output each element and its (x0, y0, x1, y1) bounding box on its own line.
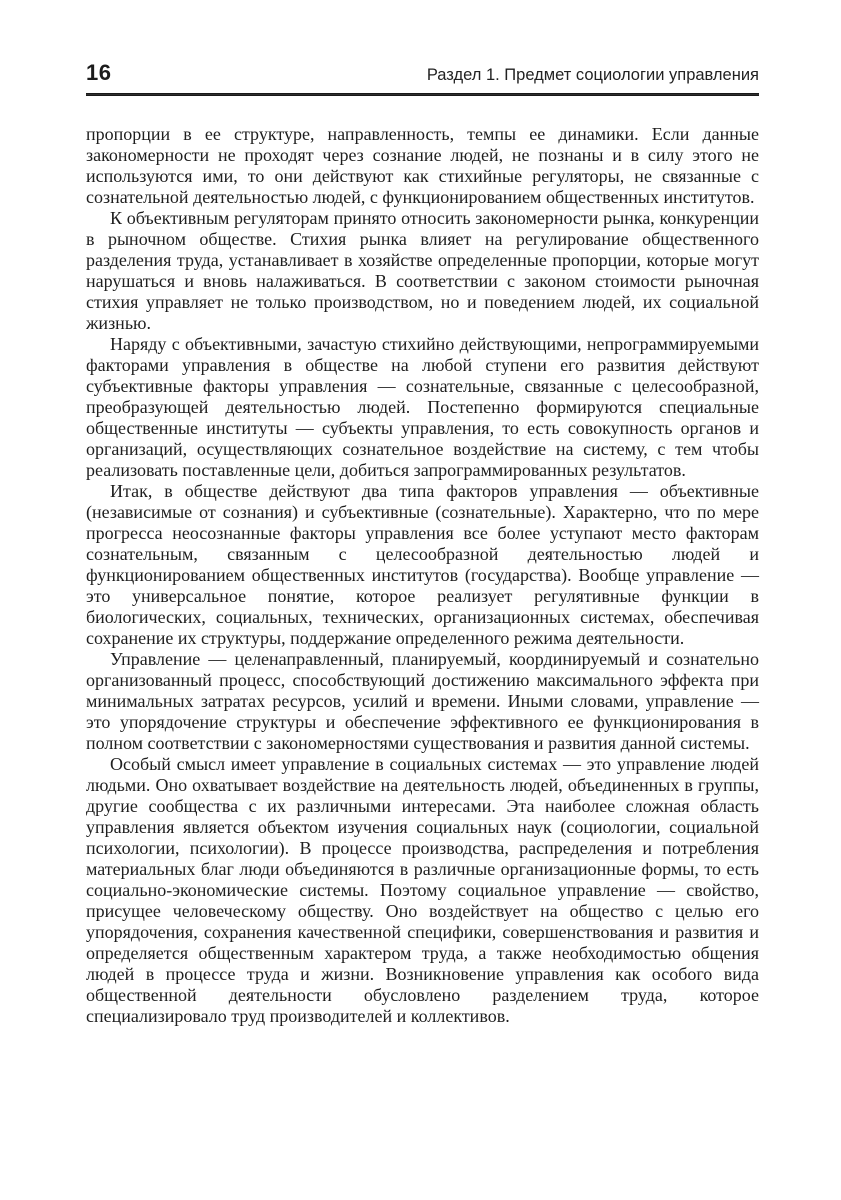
page-body (86, 124, 759, 1027)
body-paragraph: Итак, в обществе действуют два типа факторов управления — объективные (независимые от сознания) и субъективные (сознательные). Характерно, что по мере прогресса неосознанные факторы управления все более уступают место факторам сознательным, связанным с целесообразной деятельностью людей и функционированием общественных институтов (государства). Вообще управление — это универсальное понятие, которое реализует регулятивные функции в биологических, социальных, технических, организационных системах, обеспечивая сохранение их структуры, поддержание определенного режима деятельности. (86, 481, 759, 648)
body-paragraph: К объективным регуляторам принято относить закономерности рынка, конкуренции в рыночном обществе. Стихия рынка влияет на регулирование общественного разделения труда, устанавливает в хозяйстве определенные пропорции, которые могут нарушаться и вновь налаживаться. В соответствии с законом стоимости рыночная стихия управляет не только производством, но и поведением людей, их социальной жизнью. (86, 208, 759, 333)
page-number: 16 (86, 60, 112, 85)
body-paragraph: Особый смысл имеет управление в социальных системах — это управление людей людьми. Оно охватывает воздействие на деятельность людей, объединенных в группы, другие сообщества с их различными интересами. Эта наиболее сложная область управления является объектом изучения социальных наук (социологии, социальной психологии, психологии). В процессе производства, распределения и потребления материальных благ люди объединяются в различные организационные формы, то есть социально-экономические системы. Поэтому социальное управление — свойство, присущее человеческому обществу. Оно воздействует на общество с целью его упорядочения, сохранения качественной специфики, совершенствования и развития и определяется общественным характером труда, а также необходимостью общения людей в процессе труда и жизни. Возникновение управления как особого вида общественной деятельности обусловлено разделением труда, которое специализировало труд производителей и коллективов. (86, 754, 759, 1026)
header-rule (86, 93, 759, 96)
body-paragraph: Наряду с объективными, зачастую стихийно действующими, непрограммируемыми факторами управления в обществе на любой ступени его развития действуют субъективные факторы управления — сознательные, связанные с целесообразной, преобразующей деятельностью людей. Постепенно формируются специальные общественные институты — субъекты управления, то есть совокупность органов и организаций, осуществляющих сознательное воздействие на систему, с тем чтобы реализовать поставленные цели, добиться запрограммированных результатов. (86, 334, 759, 480)
section-title: Раздел 1. Предмет социологии управления (426, 66, 759, 84)
running-header (86, 60, 759, 86)
body-paragraph: пропорции в ее структуре, направленность, темпы ее динамики. Если данные закономерности не проходят через сознание людей, не познаны и в силу этого не используются ими, то они действуют как стихийные регуляторы, не связанные с сознательной деятельностью людей, с функционированием общественных институтов. (86, 124, 759, 207)
body-paragraph: Управление — целенаправленный, планируемый, координируемый и сознательно организованный процесс, способствующий достижению максимального эффекта при минимальных затратах ресурсов, усилий и времени. Иными словами, управление — это упорядочение структуры и обеспечение эффективного ее функционирования в полном соответствии с закономерностями существования и развития данной системы. (86, 649, 759, 753)
